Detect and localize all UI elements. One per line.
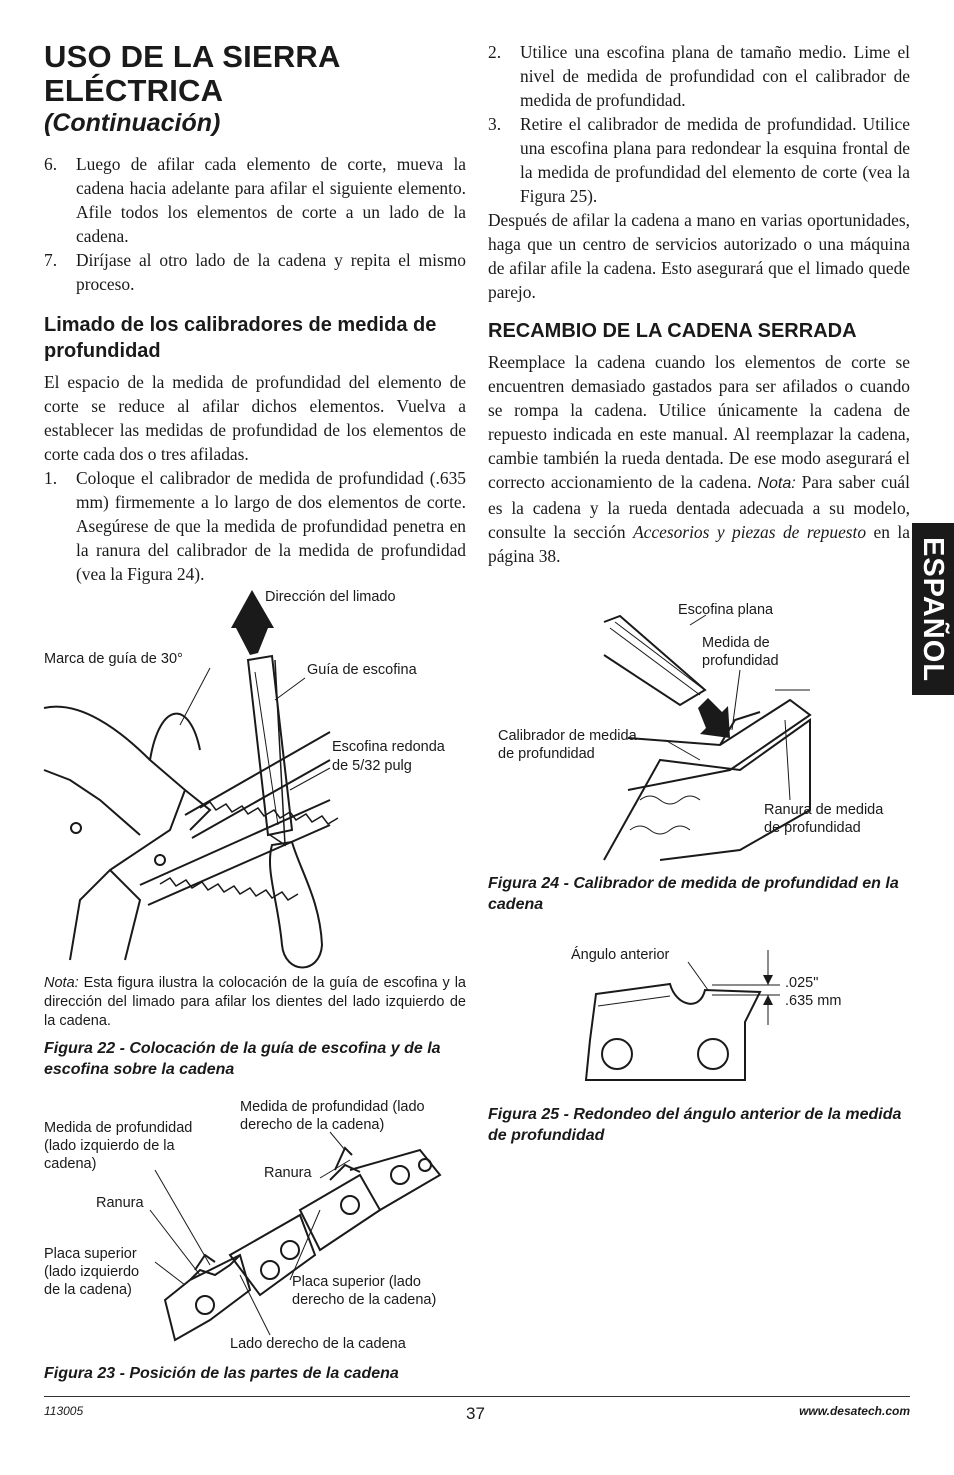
section-heading-recambio: RECAMBIO DE LA CADENA SERRADA — [488, 320, 857, 342]
label-medida-1: Medida de — [702, 635, 770, 651]
section-heading-limado: Limado de los calibradores de medida de profundidad — [44, 314, 437, 362]
replacement-text-1: Reemplace la cadena cuando los elementos de corte se encuentren demasiado gastados para ser afilados o cuando se rompa la cadena. Utilice únicamente la cadena de repuesto indicada en este manual. Al reemplazar la cadena, cambie también la rueda dentada. De ese modo asegurará el correcto accionamiento de la cadena. — [488, 352, 910, 492]
label-ranura-1: Ranura de medida — [764, 802, 884, 818]
label-medida-izq-2: (lado izquierdo de la — [44, 1138, 175, 1154]
intro-paragraph: El espacio de la medida de profundidad del elemento de corte se reduce al afilar dichos elementos. Vuelva a establecer las medidas de profundidad de los elementos de corte cada dos o tres afiladas. — [44, 372, 466, 464]
label-dim-in: .025" — [785, 975, 819, 991]
footer-rule — [44, 1396, 910, 1397]
label-angulo: Ángulo anterior — [571, 947, 670, 963]
step-number: 7. — [44, 250, 58, 270]
nota-label: Nota: — [757, 475, 796, 492]
page-number: 37 — [466, 1404, 485, 1423]
label-placa-izq-1: Placa superior — [44, 1246, 137, 1262]
figure-24-caption: Figura 24 - Calibrador de medida de profundidad en la cadena — [488, 875, 899, 913]
step-number: 2. — [488, 42, 502, 62]
label-calibrador-2: de profundidad — [498, 746, 595, 762]
accessories-reference: Accesorios y piezas de repuesto — [633, 522, 867, 542]
note-text: Esta figura ilustra la colocación de la guía de escofina y la dirección del limado para afilar los dientes del lado izquierdo de la cadena. — [44, 975, 466, 1029]
label-marca: Marca de guía de 30° — [44, 651, 183, 667]
dimension-arrow-top-icon — [763, 975, 773, 985]
label-lado-der: Lado derecho de la cadena — [230, 1336, 406, 1352]
step-text: Retire el calibrador de medida de profundidad. Utilice una escofina plana para redondear la esquina frontal de la medida de profundidad del elemento de corte (vea la Figura 25). — [520, 114, 910, 206]
step-number: 6. — [44, 154, 58, 174]
step-text: Coloque el calibrador de medida de profundidad (.635 mm) firmemente a lo largo de dos elementos de corte. Asegúrese de que la medida de profundidad penetra en la ranura del calibrador de la medida de profundidad (vea la Figura 24). — [76, 468, 466, 584]
label-ranura-2: de profundidad — [764, 820, 861, 836]
label-medida-der-2: derecho de la cadena) — [240, 1117, 385, 1133]
footer-url: www.desatech.com — [799, 1404, 910, 1418]
figure-23-caption: Figura 23 - Posición de las partes de la cadena — [44, 1365, 399, 1382]
figure-22-caption: Figura 22 - Colocación de la guía de escofina y de la escofina sobre la cadena — [44, 1040, 441, 1078]
label-ranura-der: Ranura — [264, 1165, 312, 1181]
step-text: Luego de afilar cada elemento de corte, mueva la cadena hacia adelante para afilar el siguiente elemento. Afile todos los elementos de corte a un lado de la cadena. — [76, 154, 466, 246]
label-placa-der-1: Placa superior (lado — [292, 1274, 421, 1290]
page-subtitle: (Continuación) — [44, 109, 221, 137]
label-medida-2: profundidad — [702, 653, 779, 669]
dimension-arrow-bottom-icon — [763, 995, 773, 1005]
label-calibrador-1: Calibrador de medida — [498, 728, 637, 744]
label-medida-izq-1: Medida de profundidad — [44, 1120, 193, 1136]
label-guia: Guía de escofina — [307, 662, 417, 678]
label-medida-der-1: Medida de profundidad (lado — [240, 1099, 425, 1115]
label-dim-mm: .635 mm — [785, 993, 842, 1009]
language-tab-label: ESPAÑOL — [917, 536, 950, 682]
title-line-2: ELÉCTRICA — [44, 73, 224, 108]
step-number: 3. — [488, 114, 502, 134]
figure-25-caption: Figura 25 - Redondeo del ángulo anterior de la medida de profundidad — [488, 1106, 902, 1144]
label-placa-izq-2: (lado izquierdo — [44, 1264, 140, 1280]
label-redonda-1: Escofina redonda — [332, 739, 445, 755]
label-placa-izq-3: de la cadena) — [44, 1282, 132, 1298]
label-redonda-2: de 5/32 pulg — [332, 758, 412, 774]
label-direccion: Dirección del limado — [265, 589, 396, 605]
step-number: 1. — [44, 468, 58, 488]
step-text: Diríjase al otro lado de la cadena y repita el mismo proceso. — [76, 250, 466, 294]
footer-code: 113005 — [44, 1404, 84, 1418]
label-placa-der-2: derecho de la cadena) — [292, 1292, 437, 1308]
note-label: Nota: — [44, 975, 79, 991]
label-medida-izq-3: cadena) — [44, 1156, 97, 1172]
step-text: Utilice una escofina plana de tamaño medio. Lime el nivel de medida de profundidad con el calibrador de medida de profundidad. — [520, 42, 910, 110]
replacement-text-2: Para saber cuál es la cadena y la rueda dentada adecuada a su modelo, consulte la sección — [488, 472, 910, 542]
replacement-text-3: en la página 38. — [488, 522, 910, 566]
label-escofina-plana: Escofina plana — [678, 602, 774, 618]
title-line-1: USO DE LA SIERRA — [44, 39, 341, 74]
label-ranura-izq: Ranura — [96, 1195, 144, 1211]
after-sharpening-paragraph: Después de afilar la cadena a mano en varias oportunidades, haga que un centro de servicios autorizado o una máquina de afilar afile la cadena. Esto asegurará que el limado quede parejo. — [488, 210, 910, 302]
